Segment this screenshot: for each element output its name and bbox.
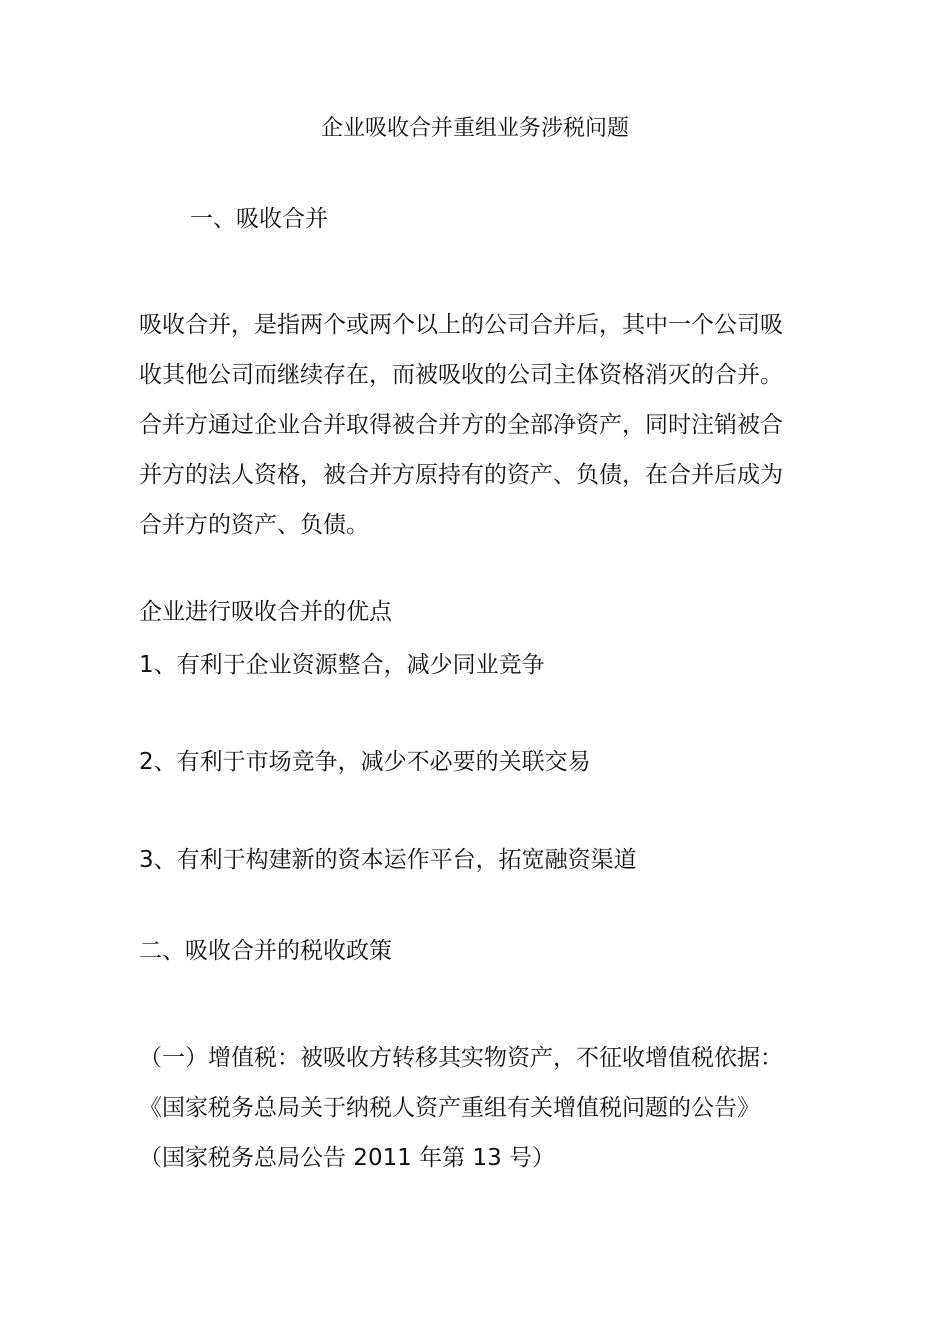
definition-line: 收其他公司而继续存在，而被吸收的公司主体资格消灭的合并。 (139, 362, 783, 388)
definition-line: 吸收合并，是指两个或两个以上的公司合并后，其中一个公司吸 (139, 312, 783, 338)
definition-line: 合并方通过企业合并取得被合并方的全部净资产，同时注销被合 (139, 412, 783, 438)
section-1-heading: 一、吸收合并 (190, 206, 328, 232)
section-2-heading: 二、吸收合并的税收政策 (139, 938, 392, 964)
advantage-item: 1、有利于企业资源整合，减少同业竞争 (139, 652, 545, 678)
document-title: 企业吸收合并重组业务涉税问题 (320, 116, 629, 141)
advantage-item: 3、有利于构建新的资本运作平台，拓宽融资渠道 (139, 847, 637, 873)
advantages-heading: 企业进行吸收合并的优点 (139, 599, 392, 625)
definition-paragraph (139, 300, 799, 550)
vat-line: （国家税务总局公告 2011 年第 13 号） (139, 1145, 556, 1171)
vat-paragraph (139, 1033, 783, 1183)
advantage-item: 2、有利于市场竞争，减少不必要的关联交易 (139, 749, 591, 775)
vat-line: （一）增值税：被吸收方转移其实物资产，不征收增值税依据： (139, 1045, 783, 1071)
definition-line: 并方的法人资格，被合并方原持有的资产、负债，在合并后成为 (139, 462, 783, 488)
definition-line: 合并方的资产、负债。 (139, 512, 369, 538)
vat-line: 《国家税务总局关于纳税人资产重组有关增值税问题的公告》 (139, 1095, 760, 1121)
